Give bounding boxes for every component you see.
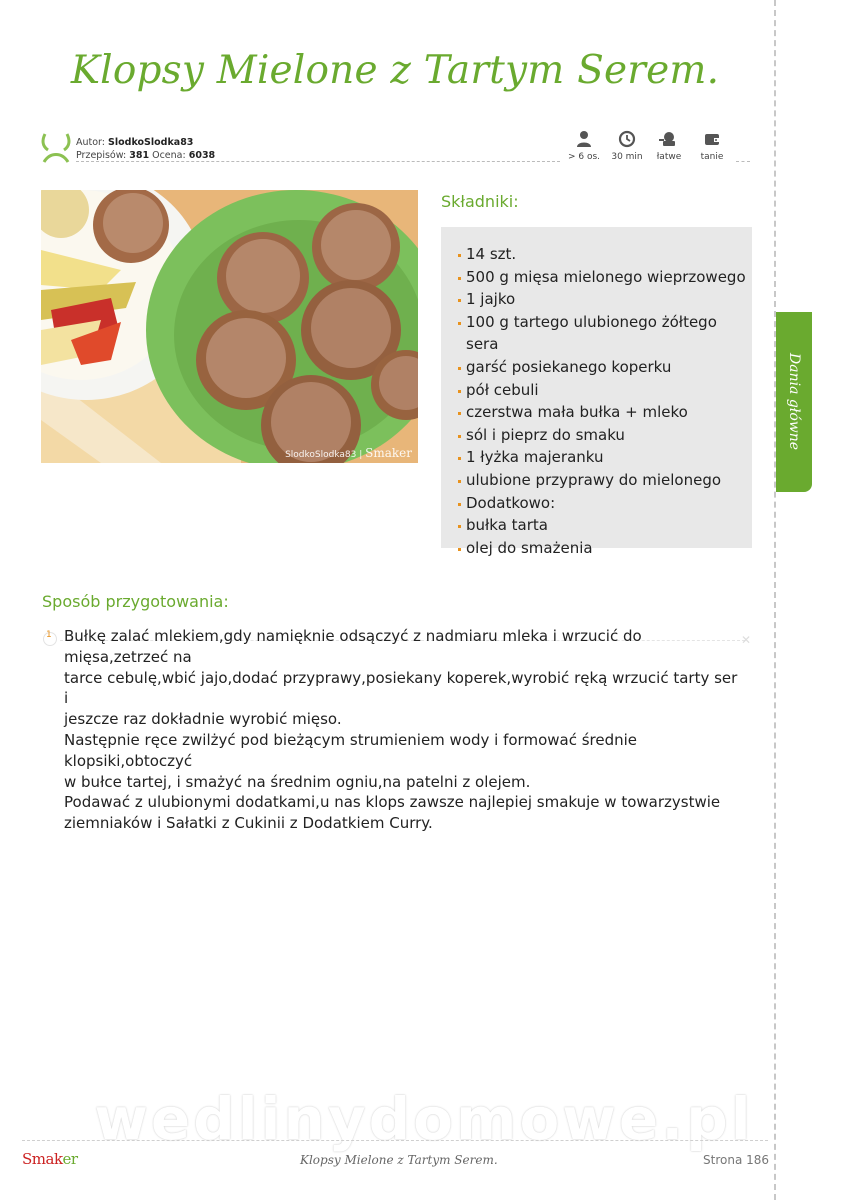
ingredient-item: ulubione przyprawy do mielonego — [459, 469, 752, 492]
meta-cost-label: tanie — [700, 152, 724, 162]
ingredient-item: Dodatkowo: — [459, 492, 752, 515]
ingredients-box — [441, 227, 752, 557]
ingredient-item: pół cebuli — [459, 379, 752, 402]
ingredient-item: 100 g tartego ulubionego żółtego sera — [459, 311, 752, 356]
wallet-icon — [703, 130, 721, 148]
preparation-line: Bułkę zalać mlekiem,gdy namięknie odsączyć z nadmiaru mleka i wrzucić do mięsa,zetrzeć na — [64, 627, 642, 666]
ingredient-item: czerstwa mała bułka + mleko — [459, 401, 752, 424]
preparation-line: jeszcze raz dokładnie wyrobić mięso. — [64, 710, 342, 729]
ingredients-heading: Składniki: — [441, 192, 519, 211]
meta-cost — [688, 130, 736, 162]
footer-title: Klopsy Mielone z Tartym Serem. — [300, 1153, 498, 1167]
ingredient-item: 500 g mięsa mielonego wieprzowego — [459, 266, 752, 289]
author-divider — [76, 161, 560, 162]
photo-credit: SlodkoSlodka83 | Smaker — [285, 446, 412, 460]
footer-divider — [22, 1140, 768, 1141]
person-icon — [575, 130, 593, 148]
rating-value: 6038 — [188, 150, 216, 161]
category-tab-label: Dania główne — [786, 353, 802, 451]
ingredient-item: olej do smażenia — [459, 537, 752, 560]
photo-credit-brand: Smaker — [365, 446, 412, 460]
ingredient-item: 14 szt. — [459, 243, 752, 266]
chef-hat-icon — [659, 130, 679, 148]
category-tab[interactable] — [776, 312, 812, 492]
author-name[interactable]: SlodkoSlodka83 — [108, 137, 194, 148]
meta-servings-label: > 6 os. — [567, 152, 601, 162]
cut-line — [774, 0, 776, 1200]
author-label: Autor: — [76, 137, 105, 148]
preparation-heading: Sposób przygotowania: — [42, 592, 229, 611]
meta-time-label: 30 min — [611, 152, 643, 162]
step-number: 1 — [46, 630, 52, 640]
step-close-icon: ✕ — [741, 633, 752, 647]
meta-difficulty — [645, 130, 693, 162]
rating-label: Ocena: — [152, 150, 186, 161]
recipe-title: Klopsy Mielone z Tartym Serem. — [70, 48, 720, 93]
preparation-line: tarce cebulę,wbić jajo,dodać przyprawy,posiekany koperek,wyrobić ręką wrzucić tarty ser i — [64, 668, 738, 708]
page-number: Strona 186 — [703, 1153, 770, 1167]
author-logo-icon — [40, 132, 72, 166]
watermark: wedlinydomowe.pl — [94, 1085, 754, 1153]
footer-brand-suffix: er — [62, 1150, 78, 1168]
clock-icon — [618, 130, 636, 148]
recipe-photo — [41, 190, 418, 463]
preparation-line: Podawać z ulubionymi dodatkami,u nas klops zawsze najlepiej smakuje w towarzystwie — [64, 793, 721, 812]
ingredient-item: sól i pieprz do smaku — [459, 424, 752, 447]
photo-credit-author: SlodkoSlodka83 — [285, 450, 357, 460]
meta-time — [603, 130, 651, 162]
ingredient-item: bułka tarta — [459, 514, 752, 537]
recipes-label: Przepisów: — [76, 150, 127, 161]
ingredient-item: 1 jajko — [459, 288, 752, 311]
meta-divider — [736, 161, 750, 162]
preparation-line: Następnie ręce zwilżyć pod bieżącym strumieniem wody i formować średnie klopsiki,obtoczyć — [64, 730, 638, 770]
preparation-line: ziemniaków i Sałatki z Cukinii z Dodatkiem Curry. — [64, 814, 433, 833]
footer-brand-main: Smak — [22, 1150, 63, 1168]
meta-servings — [560, 130, 608, 162]
recipes-count: 381 — [129, 150, 150, 161]
ingredient-item: 1 łyżka majeranku — [459, 446, 752, 469]
ingredient-item: garść posiekanego koperku — [459, 356, 752, 379]
meta-difficulty-label: łatwe — [656, 152, 682, 162]
preparation-line: w bułce tartej, i smażyć na średnim ogniu,na patelni z olejem. — [64, 772, 531, 791]
preparation-text — [64, 626, 746, 834]
ingredients-list — [441, 227, 752, 559]
author-info — [76, 136, 215, 162]
footer-brand-logo — [22, 1150, 78, 1168]
